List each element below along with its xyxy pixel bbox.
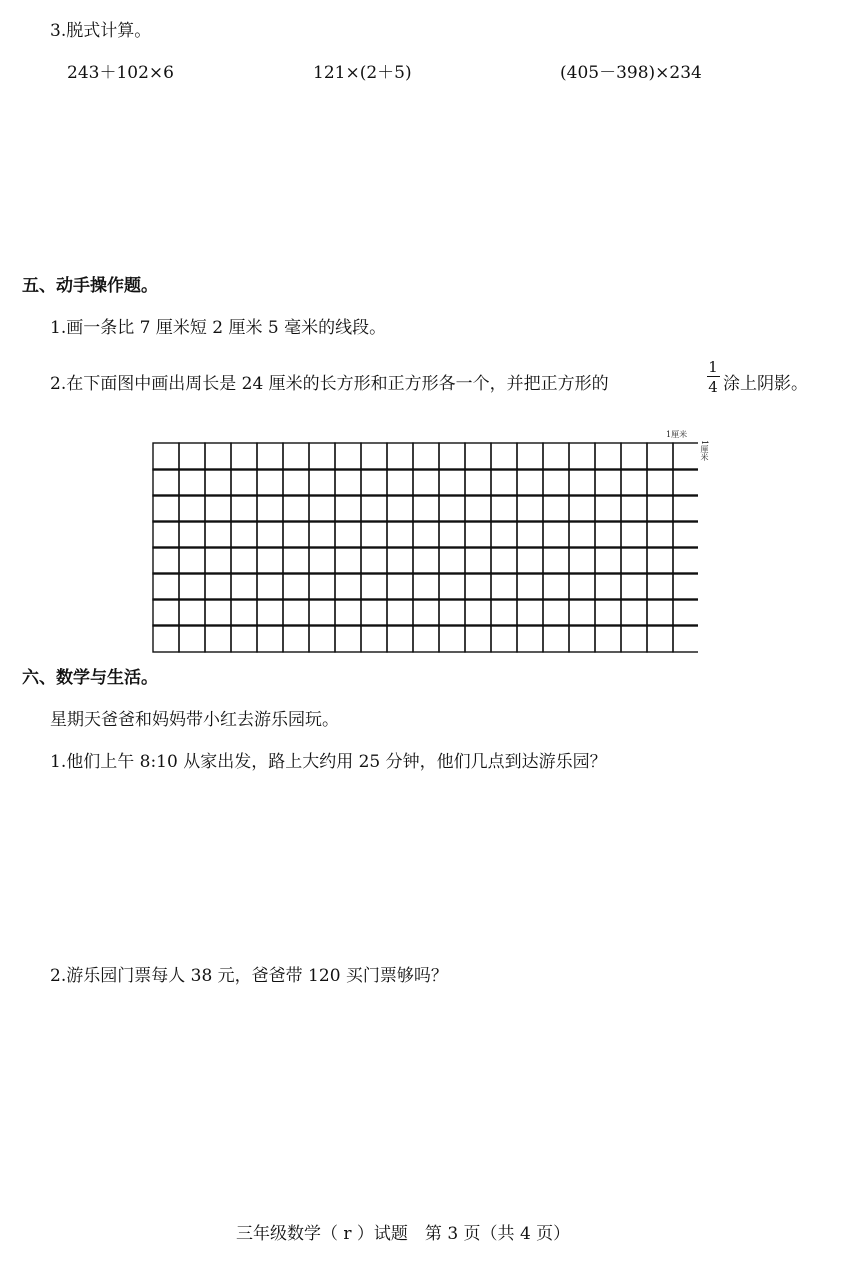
grid-cell[interactable] [257,547,283,574]
grid-cell[interactable] [153,521,179,548]
grid-cell[interactable] [595,521,621,548]
grid-cell[interactable] [257,469,283,496]
grid-cell[interactable] [621,521,647,548]
grid-cell[interactable] [361,469,387,496]
grid-cell[interactable] [413,495,439,522]
grid-cell[interactable] [673,469,698,496]
grid-cell[interactable] [465,443,491,470]
grid-cell[interactable] [621,469,647,496]
grid-cell[interactable] [283,443,309,470]
grid-cell[interactable] [517,443,543,470]
grid-cell[interactable] [257,521,283,548]
grid-cell[interactable] [465,469,491,496]
grid-cell[interactable] [647,599,673,626]
grid-cell[interactable] [283,573,309,600]
section5-question-2-end: 涂上阴影。 [723,374,808,394]
grid-cell[interactable] [179,547,205,574]
grid-cell[interactable] [439,625,465,652]
grid-cell[interactable] [309,521,335,548]
grid-cell[interactable] [205,573,231,600]
grid-cell[interactable] [439,521,465,548]
grid-cell[interactable] [257,625,283,652]
grid-cell[interactable] [673,443,698,470]
grid-cell[interactable] [205,599,231,626]
grid-cell[interactable] [517,521,543,548]
grid-cell[interactable] [283,599,309,626]
grid-cell[interactable] [205,547,231,574]
grid-cell[interactable] [361,599,387,626]
grid-cell[interactable] [491,495,517,522]
grid-cell[interactable] [387,443,413,470]
grid-cell[interactable] [621,547,647,574]
grid-cell[interactable] [673,521,698,548]
grid-cell[interactable] [361,443,387,470]
grid-cell[interactable] [543,469,569,496]
section6-question-2: 2.游乐园门票每人 38 元，爸爸带 120 买门票够吗？ [50,966,448,986]
grid-cell[interactable] [543,547,569,574]
grid-cell[interactable] [179,443,205,470]
grid-cell[interactable] [153,573,179,600]
grid-cell[interactable] [595,547,621,574]
grid-cell[interactable] [413,547,439,574]
grid-cell[interactable] [491,521,517,548]
grid-cell[interactable] [673,495,698,522]
grid-cell[interactable] [647,521,673,548]
grid-cell[interactable] [569,599,595,626]
section6-heading: 六、数学与生活。 [22,668,158,688]
grid-cell[interactable] [335,547,361,574]
grid-cell[interactable] [543,443,569,470]
grid-cell[interactable] [465,521,491,548]
grid-cell[interactable] [413,625,439,652]
grid-cell[interactable] [283,521,309,548]
grid-cell[interactable] [517,599,543,626]
grid-cell[interactable] [595,443,621,470]
grid-cell[interactable] [361,625,387,652]
grid-cell[interactable] [309,547,335,574]
grid-cell[interactable] [205,625,231,652]
grid-cell[interactable] [673,599,698,626]
grid-cell[interactable] [283,547,309,574]
section6-intro: 星期天爸爸和妈妈带小红去游乐园玩。 [50,710,339,730]
grid-cell[interactable] [231,599,257,626]
grid-cell[interactable] [387,521,413,548]
calc-expression-3: (405－398)×234 [560,63,702,83]
section5-question-1: 1.画一条比 7 厘米短 2 厘米 5 毫米的线段。 [50,318,387,338]
grid-cell[interactable] [361,495,387,522]
grid-cell[interactable] [205,521,231,548]
grid-cell[interactable] [205,469,231,496]
grid-cell[interactable] [647,625,673,652]
grid-cell[interactable] [309,625,335,652]
grid-cell[interactable] [387,547,413,574]
grid-cell[interactable] [517,495,543,522]
grid-cell[interactable] [387,469,413,496]
grid-cell[interactable] [231,547,257,574]
grid-cell[interactable] [517,573,543,600]
grid-cell[interactable] [361,547,387,574]
grid-cell[interactable] [439,547,465,574]
grid-cell[interactable] [179,625,205,652]
grid-unit-label-side: 1厘米 [700,440,709,462]
grid-cell[interactable] [413,573,439,600]
grid-cell[interactable] [621,443,647,470]
grid-cell[interactable] [543,599,569,626]
grid-cell[interactable] [335,495,361,522]
grid-cell[interactable] [569,625,595,652]
grid-cell[interactable] [309,599,335,626]
grid-cell[interactable] [517,469,543,496]
grid-cell[interactable] [257,495,283,522]
grid-cell[interactable] [153,443,179,470]
grid-cell[interactable] [257,599,283,626]
grid-cell[interactable] [257,443,283,470]
grid-cell[interactable] [335,521,361,548]
grid-cell[interactable] [387,573,413,600]
grid-cell[interactable] [465,547,491,574]
fraction-one-quarter [706,359,720,395]
grid-cell[interactable] [439,495,465,522]
grid-cell[interactable] [231,495,257,522]
grid-cell[interactable] [361,573,387,600]
grid-cell[interactable] [361,521,387,548]
grid-cell[interactable] [387,599,413,626]
grid-cell[interactable] [335,573,361,600]
grid-cell[interactable] [179,469,205,496]
grid-cell[interactable] [413,521,439,548]
grid-cell[interactable] [179,495,205,522]
grid-cell[interactable] [569,521,595,548]
calc-expression-2: 121×(2＋5) [313,63,412,83]
grid-cell[interactable] [569,495,595,522]
grid-cell[interactable] [413,443,439,470]
grid-paper[interactable] [152,441,698,663]
grid-cell[interactable] [543,521,569,548]
grid-cell[interactable] [179,521,205,548]
grid-cell[interactable] [283,625,309,652]
section6-question-1: 1.他们上午 8:10 从家出发，路上大约用 25 分钟，他们几点到达游乐园？ [50,752,607,772]
grid-cell[interactable] [439,599,465,626]
grid-cell[interactable] [231,469,257,496]
grid-cell[interactable] [335,443,361,470]
grid-cell[interactable] [517,547,543,574]
grid-cell[interactable] [569,443,595,470]
grid-cell[interactable] [543,495,569,522]
grid-unit-label-top: 1厘米 [666,430,688,439]
grid-cell[interactable] [309,443,335,470]
calc-heading: 3.脱式计算。 [50,21,152,41]
grid-cell[interactable] [439,469,465,496]
grid-cell[interactable] [413,599,439,626]
grid-cell[interactable] [569,469,595,496]
grid-cell[interactable] [673,573,698,600]
grid-cell[interactable] [439,573,465,600]
grid-cell[interactable] [283,495,309,522]
grid-cell[interactable] [205,495,231,522]
grid-cell[interactable] [491,469,517,496]
grid-cell[interactable] [595,599,621,626]
grid-cell[interactable] [335,599,361,626]
grid-cell[interactable] [595,495,621,522]
grid-cell[interactable] [387,495,413,522]
fraction-bar [707,376,720,377]
grid-cell[interactable] [465,495,491,522]
grid-cell[interactable] [335,625,361,652]
page-footer: 三年级数学（ r ）试题 第 3 页（共 4 页） [236,1224,571,1244]
grid-cell[interactable] [231,573,257,600]
grid-cell[interactable] [543,625,569,652]
grid-cell[interactable] [491,573,517,600]
fraction-numerator: 1 [708,358,718,376]
grid-cell[interactable] [491,625,517,652]
section5-heading: 五、动手操作题。 [22,276,158,296]
grid-cell[interactable] [647,443,673,470]
grid-cell[interactable] [309,495,335,522]
grid-cell[interactable] [387,625,413,652]
grid-cell[interactable] [621,495,647,522]
grid-cell[interactable] [153,625,179,652]
calc-expression-1: 243＋102×6 [67,63,174,83]
section5-question-2: 2.在下面图中画出周长是 24 厘米的长方形和正方形各一个，并把正方形的 [50,374,609,394]
grid-cell[interactable] [309,573,335,600]
grid-cell[interactable] [153,599,179,626]
grid-cell[interactable] [257,573,283,600]
grid-cell[interactable] [517,625,543,652]
grid-cell[interactable] [413,469,439,496]
grid-cell[interactable] [673,547,698,574]
grid-cell[interactable] [309,469,335,496]
grid-cell[interactable] [153,495,179,522]
grid-cell[interactable] [621,573,647,600]
grid-cell[interactable] [621,599,647,626]
grid-cell[interactable] [569,573,595,600]
grid-cell[interactable] [231,625,257,652]
grid-cell[interactable] [205,443,231,470]
grid-cell[interactable] [621,625,647,652]
grid-cell[interactable] [595,625,621,652]
grid-cell[interactable] [647,469,673,496]
grid-cell[interactable] [491,547,517,574]
grid-cell[interactable] [673,625,698,652]
grid-cell[interactable] [179,599,205,626]
grid-cell[interactable] [543,573,569,600]
grid-cell[interactable] [647,547,673,574]
grid-cell[interactable] [465,625,491,652]
grid-cell[interactable] [465,573,491,600]
grid-cell[interactable] [153,469,179,496]
grid-cell[interactable] [231,443,257,470]
grid-cell[interactable] [439,443,465,470]
fraction-denominator: 4 [708,378,718,396]
grid-cell[interactable] [647,495,673,522]
grid-cell[interactable] [491,599,517,626]
grid-cell[interactable] [283,469,309,496]
grid-cell[interactable] [465,599,491,626]
grid-cell[interactable] [231,521,257,548]
grid-cell[interactable] [569,547,595,574]
grid-cell[interactable] [491,443,517,470]
grid-cell[interactable] [153,547,179,574]
grid-cell[interactable] [647,573,673,600]
grid-cell[interactable] [595,469,621,496]
grid-cell[interactable] [335,469,361,496]
grid-cell[interactable] [179,573,205,600]
grid-cell[interactable] [595,573,621,600]
